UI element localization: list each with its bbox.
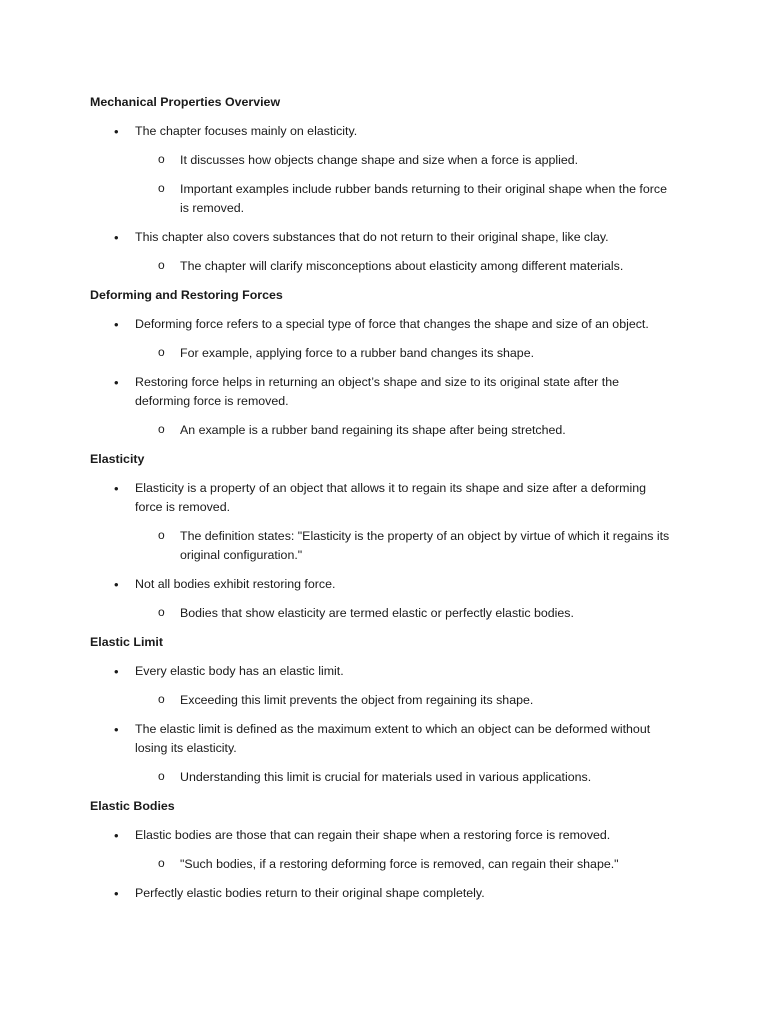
section-heading: Elasticity (90, 452, 145, 466)
sub-bullet-item (90, 604, 675, 623)
bullet-icon: • (114, 317, 119, 332)
sub-bullet-text: The chapter will clarify misconceptions about elasticity among different materials. (180, 259, 624, 273)
circle-bullet-icon: o (158, 856, 165, 870)
sub-bullet-text: Exceeding this limit prevents the object from regaining its shape. (180, 693, 534, 707)
sub-bullet-item (90, 691, 675, 710)
bullet-icon: • (114, 828, 119, 843)
section-heading: Elastic Limit (90, 635, 163, 649)
bullet-icon: • (114, 230, 119, 245)
bullet-text: Perfectly elastic bodies return to their original shape completely. (135, 886, 485, 900)
bullet-item (90, 373, 675, 411)
bullet-item (90, 122, 675, 141)
section-heading: Elastic Bodies (90, 799, 175, 813)
sub-bullet-item (90, 855, 675, 874)
bullet-icon: • (114, 577, 119, 592)
bullet-item (90, 228, 675, 247)
circle-bullet-icon: o (158, 181, 165, 195)
circle-bullet-icon: o (158, 528, 165, 542)
sub-bullet-item (90, 180, 675, 218)
circle-bullet-icon: o (158, 605, 165, 619)
circle-bullet-icon: o (158, 769, 165, 783)
bullet-text: Every elastic body has an elastic limit. (135, 664, 344, 678)
sub-bullet-text: For example, applying force to a rubber band changes its shape. (180, 346, 535, 360)
bullet-icon: • (114, 124, 119, 139)
circle-bullet-icon: o (158, 692, 165, 706)
bullet-text: Restoring force helps in returning an object’s shape and size to its original state after the deforming force is removed. (135, 375, 619, 408)
section-heading: Mechanical Properties Overview (90, 95, 281, 109)
bullet-text: Elastic bodies are those that can regain their shape when a restoring force is removed. (135, 828, 611, 842)
sub-bullet-text: "Such bodies, if a restoring deforming force is removed, can regain their shape." (180, 857, 619, 871)
bullet-text: The elastic limit is defined as the maximum extent to which an object can be deformed without losing its elasticity. (135, 722, 651, 755)
circle-bullet-icon: o (158, 152, 165, 166)
bullet-icon: • (114, 481, 119, 496)
bullet-text: The chapter focuses mainly on elasticity. (135, 124, 358, 138)
circle-bullet-icon: o (158, 258, 165, 272)
bullet-item (90, 826, 675, 845)
bullet-item (90, 315, 675, 334)
bullet-text: Not all bodies exhibit restoring force. (135, 577, 336, 591)
sub-bullet-text: Bodies that show elasticity are termed elastic or perfectly elastic bodies. (180, 606, 574, 620)
sub-bullet-item (90, 527, 675, 565)
sub-bullet-text: Understanding this limit is crucial for materials used in various applications. (180, 770, 592, 784)
bullet-icon: • (114, 375, 119, 390)
bullet-item (90, 575, 675, 594)
bullet-icon: • (114, 886, 119, 901)
sub-bullet-text: It discusses how objects change shape and size when a force is applied. (180, 153, 579, 167)
sub-bullet-item (90, 344, 675, 363)
sub-bullet-item (90, 421, 675, 440)
circle-bullet-icon: o (158, 345, 165, 359)
sub-bullet-item (90, 257, 675, 276)
bullet-item (90, 884, 675, 903)
document-body (90, 93, 675, 913)
sub-bullet-text: The definition states: "Elasticity is the property of an object by virtue of which it regains its original configuration." (180, 529, 670, 562)
section-heading: Deforming and Restoring Forces (90, 288, 283, 302)
sub-bullet-text: Important examples include rubber bands returning to their original shape when the force is removed. (180, 182, 667, 215)
bullet-text: Deforming force refers to a special type of force that changes the shape and size of an object. (135, 317, 649, 331)
bullet-item (90, 720, 675, 758)
sub-bullet-text: An example is a rubber band regaining its shape after being stretched. (180, 423, 566, 437)
bullet-text: Elasticity is a property of an object that allows it to regain its shape and size after a deforming force is removed. (135, 481, 647, 514)
bullet-icon: • (114, 722, 119, 737)
bullet-text: This chapter also covers substances that do not return to their original shape, like clay. (135, 230, 609, 244)
sub-bullet-item (90, 768, 675, 787)
bullet-item (90, 479, 675, 517)
circle-bullet-icon: o (158, 422, 165, 436)
bullet-item (90, 662, 675, 681)
bullet-icon: • (114, 664, 119, 679)
sub-bullet-item (90, 151, 675, 170)
